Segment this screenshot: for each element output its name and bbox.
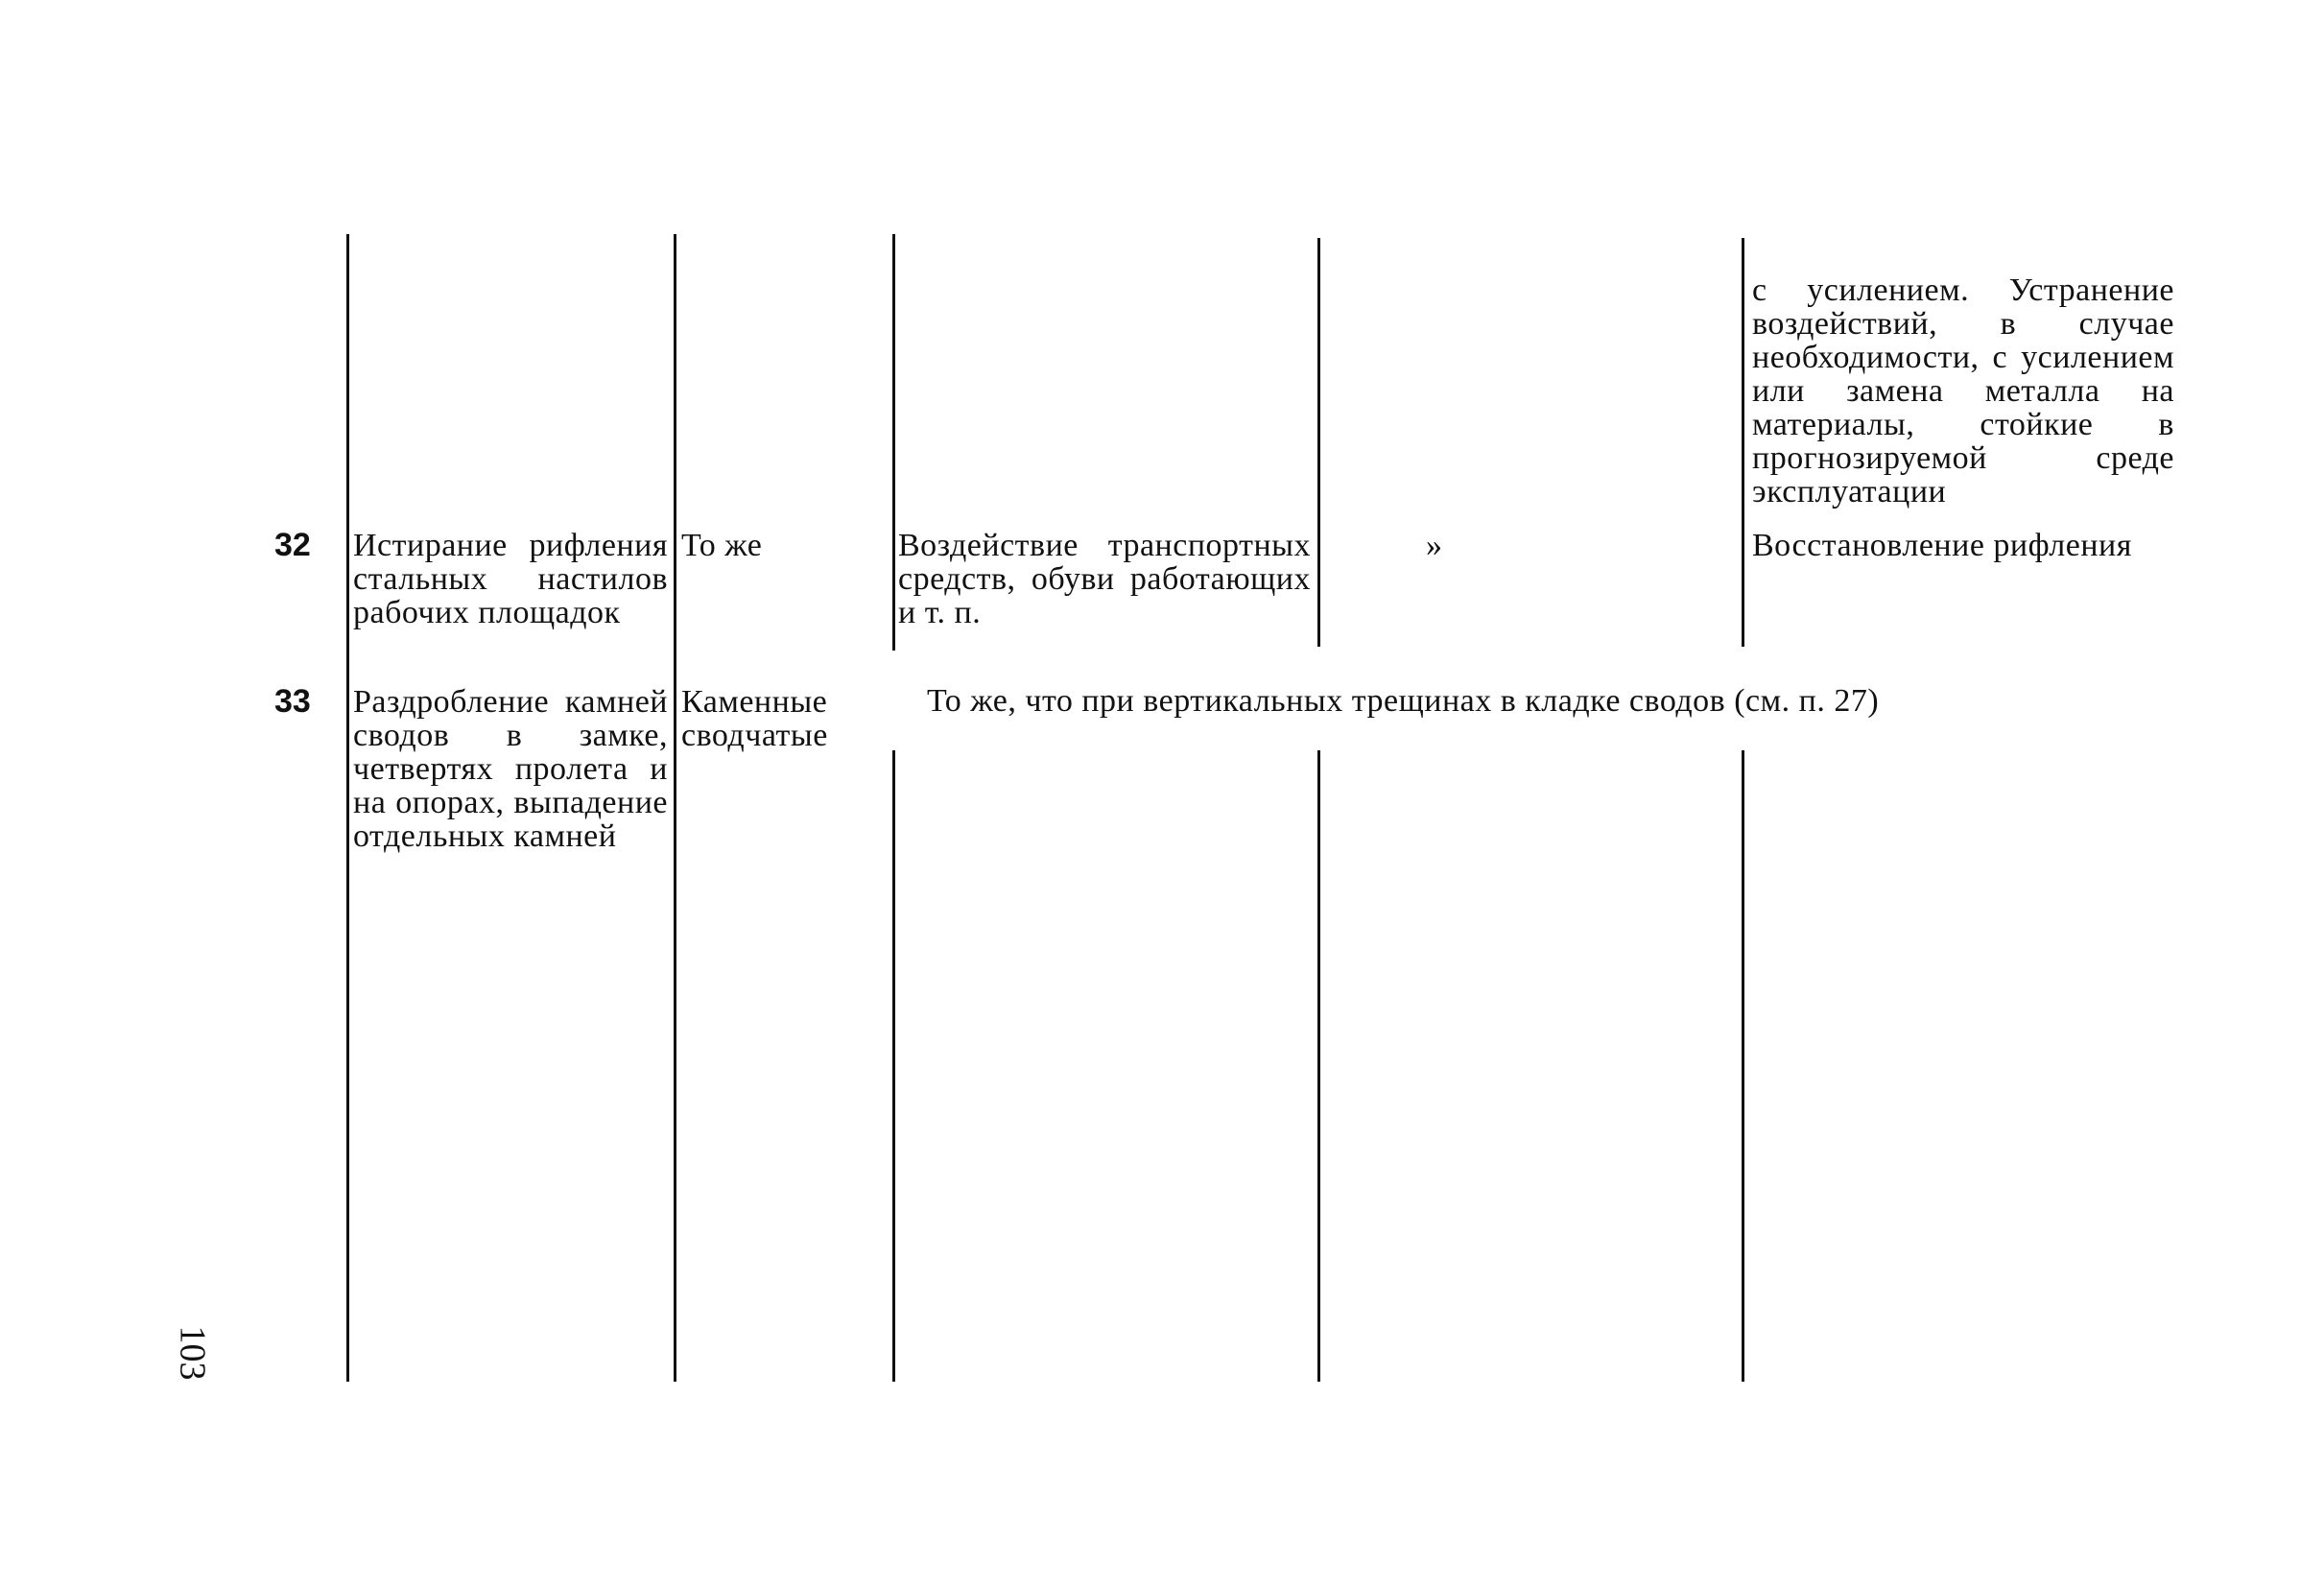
- row-32-consequence: »: [1426, 528, 1443, 563]
- page-number: 103: [172, 1325, 213, 1381]
- row-33-defect: Раздробление камней сводов в замке, четвертях пролета и на опорах, выпадение отдельных камней: [353, 684, 668, 854]
- row-33-merged-text: То же, что при вертикальных трещинах в кладке сводов (см. п. 27): [927, 683, 1880, 719]
- row-32-structure: То же: [681, 528, 763, 563]
- column-rule-4b: [1317, 750, 1320, 1382]
- row-32-cause: Воздействие транспортных средств, обуви работающих и т. п.: [898, 528, 1311, 630]
- column-rule-2: [674, 234, 676, 1382]
- row-32-number: 32: [274, 527, 311, 563]
- row-32-defect: Истирание рифления стальных настилов рабочих площадок: [353, 528, 668, 630]
- column-rule-5b: [1742, 750, 1744, 1382]
- column-rule-5a: [1742, 238, 1744, 647]
- row-33-structure: Каменные сводчатые: [681, 684, 828, 753]
- column-rule-1: [346, 234, 349, 1382]
- row-32-remedy: Восстановление рифления: [1752, 528, 2132, 563]
- column-rule-3b: [892, 750, 895, 1382]
- column-rule-3a: [892, 234, 895, 651]
- column-rule-4a: [1317, 238, 1320, 647]
- row-33-number: 33: [274, 683, 311, 720]
- continuation-remedy-text: с усилением. Устранение воздействий, в случае необходимости, с усилением или замена металла на материалы, стойкие в прогнозируемой среде эксплуатации: [1752, 272, 2174, 509]
